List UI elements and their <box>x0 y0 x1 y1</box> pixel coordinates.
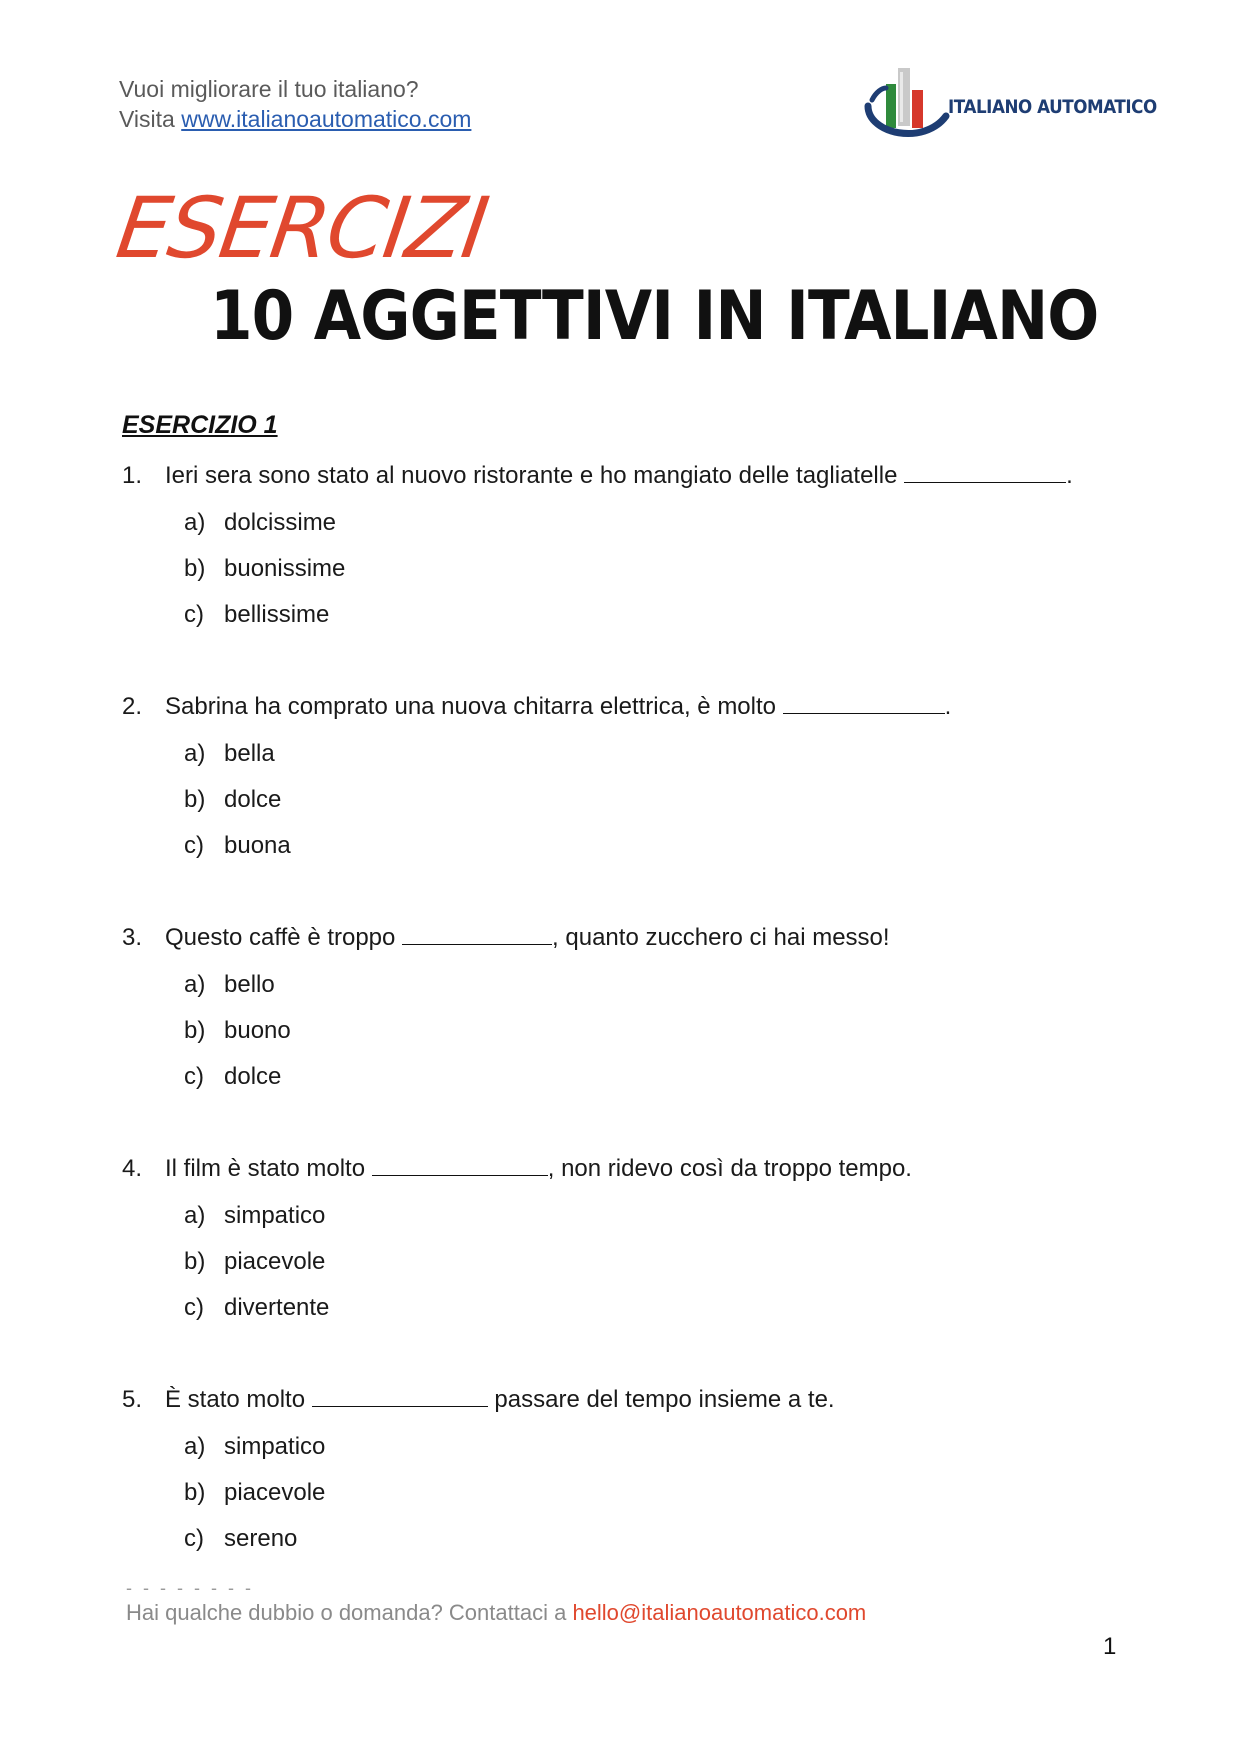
option-c <box>184 592 1142 638</box>
promo-line: Vuoi migliorare il tuo italiano? <box>119 76 419 102</box>
question-text <box>165 917 890 959</box>
question-text-before: Questo caffè è troppo <box>165 924 403 951</box>
option-a <box>184 500 1142 546</box>
option-letter: c) <box>184 1063 204 1090</box>
option-list <box>184 1424 1142 1562</box>
option-text: bello <box>224 971 275 998</box>
option-a <box>184 1424 1142 1470</box>
section-title: ESERCIZIO 1 <box>122 411 278 439</box>
footer-contact <box>126 1600 866 1626</box>
option-a <box>184 1193 1142 1239</box>
question-text-before: Sabrina ha comprato una nuova chitarra elettrica, è molto <box>165 693 783 720</box>
question-1 <box>122 455 1142 638</box>
option-text: divertente <box>224 1294 330 1321</box>
option-letter: c) <box>184 601 204 628</box>
question-number: 2. <box>122 693 143 720</box>
option-text: piacevole <box>224 1248 326 1275</box>
answer-blank <box>402 922 552 945</box>
question-2 <box>122 686 1142 869</box>
question-text <box>165 455 1073 497</box>
option-text: bellissime <box>224 601 330 628</box>
option-b <box>184 1470 1142 1516</box>
option-text: dolce <box>224 786 282 813</box>
title-main: 10 AGGETTIVI IN ITALIANO <box>210 277 1099 356</box>
option-c <box>184 1054 1142 1100</box>
answer-blank <box>372 1153 548 1176</box>
question-text-after: passare del tempo insieme a te. <box>487 1386 835 1413</box>
option-text: buono <box>224 1017 291 1044</box>
option-text: dolcissime <box>224 509 337 536</box>
option-letter: b) <box>184 1479 206 1506</box>
footer-divider: - - - - - - - - <box>126 1578 254 1598</box>
question-4 <box>122 1148 1142 1331</box>
option-letter: b) <box>184 786 206 813</box>
option-text: simpatico <box>224 1433 326 1460</box>
option-text: piacevole <box>224 1479 326 1506</box>
option-letter: a) <box>184 509 206 536</box>
option-c <box>184 823 1142 869</box>
question-5 <box>122 1379 1142 1562</box>
option-letter: a) <box>184 1202 206 1229</box>
option-text: simpatico <box>224 1202 326 1229</box>
option-b <box>184 777 1142 823</box>
question-list <box>122 455 1142 1562</box>
option-a <box>184 962 1142 1008</box>
answer-blank <box>783 691 945 714</box>
question-text <box>165 1148 912 1190</box>
question-text-after: . <box>944 693 952 720</box>
option-letter: c) <box>184 1294 204 1321</box>
question-number: 1. <box>122 462 143 489</box>
option-c <box>184 1516 1142 1562</box>
question-number: 4. <box>122 1155 143 1182</box>
question-text-before: È stato molto <box>165 1386 312 1413</box>
question-text-after: , quanto zucchero ci hai messo! <box>552 924 890 951</box>
promo-visit-label: Visita <box>119 106 182 132</box>
option-letter: c) <box>184 1525 204 1552</box>
option-text: sereno <box>224 1525 298 1552</box>
option-list <box>184 962 1142 1100</box>
title-script: ESERCIZI <box>111 179 493 277</box>
logo-icon <box>862 64 952 148</box>
option-b <box>184 1239 1142 1285</box>
logo-text: ITALIANO AUTOMATICO <box>948 96 1157 118</box>
option-list <box>184 1193 1142 1331</box>
answer-blank <box>904 460 1066 483</box>
option-b <box>184 1008 1142 1054</box>
question-text <box>165 1379 835 1421</box>
option-list <box>184 731 1142 869</box>
option-letter: b) <box>184 1248 206 1275</box>
question-3 <box>122 917 1142 1100</box>
footer-text: Hai qualche dubbio o domanda? Contattaci a <box>126 1600 573 1625</box>
contact-email-link[interactable]: hello@italianoautomatico.com <box>572 1600 867 1625</box>
option-text: dolce <box>224 1063 282 1090</box>
page-number: 1 <box>1103 1633 1117 1660</box>
question-text-before: Ieri sera sono stato al nuovo ristorante e ho mangiato delle tagliatelle <box>165 462 905 489</box>
option-letter: b) <box>184 555 206 582</box>
option-a <box>184 731 1142 777</box>
option-letter: a) <box>184 971 206 998</box>
website-link[interactable]: www.italianoautomatico.com <box>181 106 472 132</box>
question-text-before: Il film è stato molto <box>165 1155 372 1182</box>
option-letter: a) <box>184 1433 206 1460</box>
option-text: buonissime <box>224 555 346 582</box>
option-text: buona <box>224 832 291 859</box>
promo-visit-line <box>119 104 471 134</box>
option-letter: a) <box>184 740 206 767</box>
option-b <box>184 546 1142 592</box>
question-number: 5. <box>122 1386 143 1413</box>
question-number: 3. <box>122 924 143 951</box>
header-promo <box>119 74 471 134</box>
question-text <box>165 686 951 728</box>
option-c <box>184 1285 1142 1331</box>
question-text-after: . <box>1066 462 1073 489</box>
option-list <box>184 500 1142 638</box>
logo <box>862 64 1157 148</box>
answer-blank <box>312 1384 488 1407</box>
question-text-after: , non ridevo così da troppo tempo. <box>547 1155 912 1182</box>
option-letter: b) <box>184 1017 206 1044</box>
option-text: bella <box>224 740 275 767</box>
option-letter: c) <box>184 832 204 859</box>
